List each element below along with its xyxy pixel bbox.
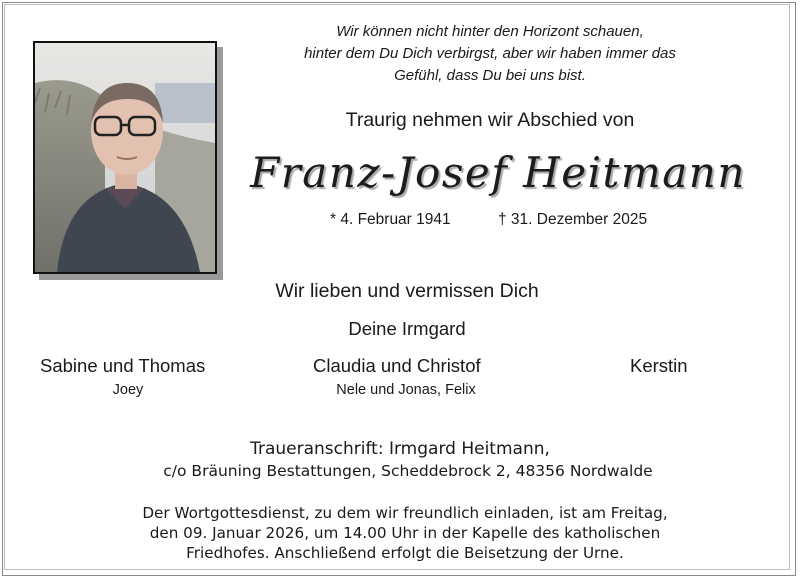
- family-1-children: Joey: [112, 382, 144, 398]
- birth-date: * 4. Februar 1941: [330, 211, 451, 228]
- family-1-names: Sabine und Thomas: [40, 355, 206, 376]
- family-2-names: Claudia und Christof: [313, 355, 481, 376]
- love-line: Wir lieben und vermissen Dich: [275, 280, 539, 302]
- service-line-1: Der Wortgottesdienst, zu dem wir freundlich einladen, ist am Freitag,: [142, 504, 668, 522]
- mourning-address-title: Traueranschrift: Irmgard Heitmann,: [250, 439, 550, 459]
- portrait-photo-frame: [33, 41, 217, 274]
- mourning-address: c/o Bräuning Bestattungen, Scheddebrock 2, 48356 Nordwalde: [163, 462, 653, 480]
- service-line-2: den 09. Januar 2026, um 14.00 Uhr in der Kapelle des katholischen: [149, 524, 661, 542]
- intro-line: Traurig nehmen wir Abschied von: [345, 109, 635, 131]
- poem-line-1: Wir können nicht hinter den Horizont schauen,: [336, 23, 644, 40]
- spouse-name: Deine Irmgard: [348, 318, 466, 339]
- service-announcement: [60, 503, 750, 563]
- poem-line-3: Gefühl, dass Du bei uns bist.: [394, 67, 586, 84]
- portrait-illustration: [35, 43, 215, 272]
- memorial-poem: [240, 21, 740, 87]
- family-3-names: Kerstin: [630, 355, 688, 376]
- service-line-3: Friedhofes. Anschließend erfolgt die Beisetzung der Urne.: [186, 544, 624, 562]
- deceased-name: Franz-Josef Heitmann: [250, 148, 746, 197]
- death-date: † 31. Dezember 2025: [498, 211, 648, 228]
- family-2-children: Nele und Jonas, Felix: [336, 382, 476, 398]
- poem-line-2: hinter dem Du Dich verbirgst, aber wir haben immer das: [304, 45, 676, 62]
- portrait-photo: [33, 41, 217, 274]
